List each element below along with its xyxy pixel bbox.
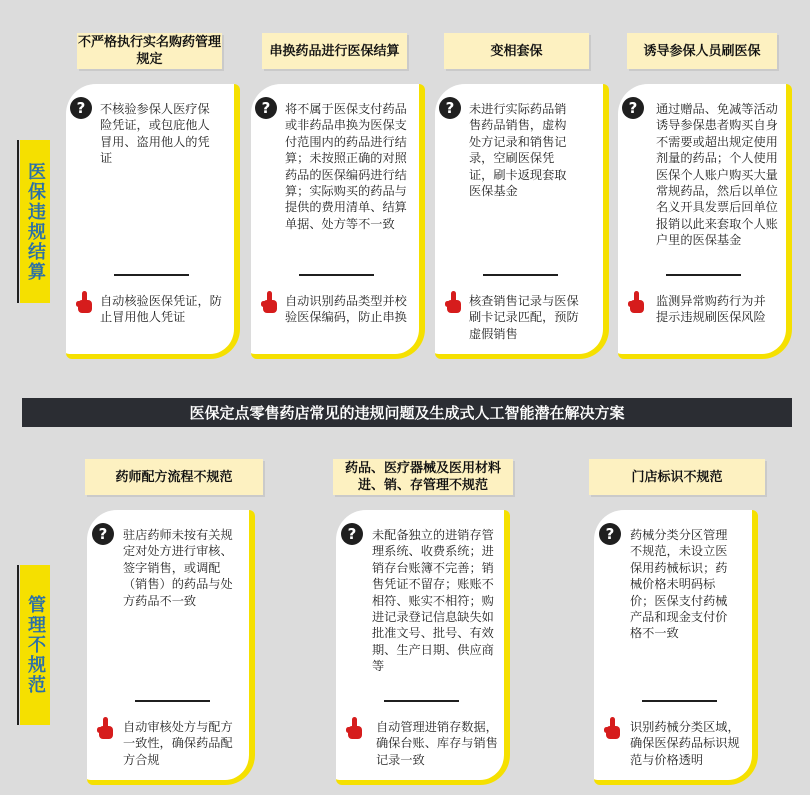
pointing-hand-icon xyxy=(76,290,94,316)
card-divider xyxy=(299,274,374,276)
problem-text: 未配备独立的进销存管理系统、收费系统；进销存台账簿不完善；销售凭证不留存；账账不相符、账实不相符；购进记录登记信息缺失如批准文号、批号、有效期、生产日期、供应商等 xyxy=(372,528,494,674)
question-mark-icon: ? xyxy=(599,523,621,545)
issue-title xyxy=(444,33,589,69)
issue-card xyxy=(66,84,240,359)
issue-title-text: 不严格执行实名购药管理规定 xyxy=(77,35,221,67)
card-divider xyxy=(483,274,558,276)
problem-text: 未进行实际药品销售药品销售，虚构处方记录和销售记录，空刷医保凭证，刷卡返现套取医保基金 xyxy=(469,102,567,199)
question-mark-icon: ? xyxy=(341,523,363,545)
pointing-hand-icon xyxy=(604,716,622,742)
solution-text: 自动识别药品类型并校验医保编码，防止串换 xyxy=(285,294,407,325)
issue-title-text: 药品、医疗器械及医用材料进、销、存管理不规范 xyxy=(344,461,501,493)
issue-title xyxy=(77,33,222,69)
side-line-bottom xyxy=(17,565,19,725)
side-line-top xyxy=(17,140,19,303)
issue-title-text: 药师配方流程不规范 xyxy=(115,469,233,485)
problem-text: 将不属于医保支付药品或非药品串换为医保支付范围内的药品进行结算；未按照正确的对照药品的医保编码进行结算；实际购买的药品与提供的费用清单、结算单据、处方等不一致 xyxy=(285,102,407,231)
problem-text: 药械分类分区管理不规范，未设立医保用药械标识；药械价格未明码标价；医保支付药械产品和现金支付价格不一致 xyxy=(630,528,728,641)
issue-card xyxy=(594,510,758,785)
card-divider xyxy=(642,700,717,702)
card-divider xyxy=(114,274,189,276)
solution-text: 监测异常购药行为并提示违规刷医保风险 xyxy=(656,294,766,325)
solution-text: 核查销售记录与医保刷卡记录匹配，预防虚假销售 xyxy=(469,294,579,341)
solution-text: 识别药械分类区域，确保医保药品标识规范与价格透明 xyxy=(630,720,740,767)
problem-text: 驻店药师未按有关规定对处方进行审核、签字销售，或调配（销售）的药品与处方药品不一致 xyxy=(123,528,233,608)
issue-card xyxy=(251,84,425,359)
card-divider xyxy=(666,274,741,276)
issue-title xyxy=(333,459,513,495)
pointing-hand-icon xyxy=(97,716,115,742)
banner-title xyxy=(22,398,792,427)
pointing-hand-icon xyxy=(346,716,364,742)
issue-title-text: 串换药品进行医保结算 xyxy=(269,43,400,59)
issue-card xyxy=(336,510,510,785)
issue-title xyxy=(589,459,765,495)
card-divider xyxy=(135,700,210,702)
issue-title-text: 诱导参保人员刷医保 xyxy=(643,43,761,59)
banner-text: 医保定点零售药店常见的违规问题及生成式人工智能潜在解决方案 xyxy=(189,404,625,422)
pointing-hand-icon xyxy=(261,290,279,316)
card-divider xyxy=(384,700,459,702)
issue-title-text: 门店标识不规范 xyxy=(631,469,723,485)
side-label-box-top xyxy=(20,140,50,303)
solution-text: 自动核验医保凭证，防止冒用他人凭证 xyxy=(100,294,222,325)
pointing-hand-icon xyxy=(445,290,463,316)
section-label-management: 管理不规范 xyxy=(25,595,46,695)
issue-card xyxy=(435,84,609,359)
issue-card xyxy=(87,510,255,785)
question-mark-icon: ? xyxy=(70,97,92,119)
issue-title xyxy=(627,33,777,69)
question-mark-icon: ? xyxy=(92,523,114,545)
issue-title xyxy=(262,33,407,69)
question-mark-icon: ? xyxy=(622,97,644,119)
pointing-hand-icon xyxy=(628,290,646,316)
issue-title-text: 变相套保 xyxy=(490,43,543,59)
problem-text: 通过赠品、免减等活动诱导参保患者购买自身不需要或超出规定使用剂量的药品；个人使用医保个人账户购买大量常规药品，然后以单位名义开具发票后回单位报销以此来套取个人账户里的医保基金 xyxy=(656,102,778,248)
problem-text: 不核验参保人医疗保险凭证，或包庇他人冒用、盗用他人的凭证 xyxy=(100,102,210,166)
issue-card xyxy=(618,84,792,359)
solution-text: 自动管理进销存数据，确保台账、库存与销售记录一致 xyxy=(376,720,498,767)
issue-title xyxy=(85,459,263,495)
question-mark-icon: ? xyxy=(255,97,277,119)
solution-text: 自动审核处方与配方一致性，确保药品配方合规 xyxy=(123,720,233,767)
section-label-billing: 医保违规结算 xyxy=(25,161,46,282)
question-mark-icon: ? xyxy=(439,97,461,119)
side-label-box-bottom xyxy=(20,565,50,725)
